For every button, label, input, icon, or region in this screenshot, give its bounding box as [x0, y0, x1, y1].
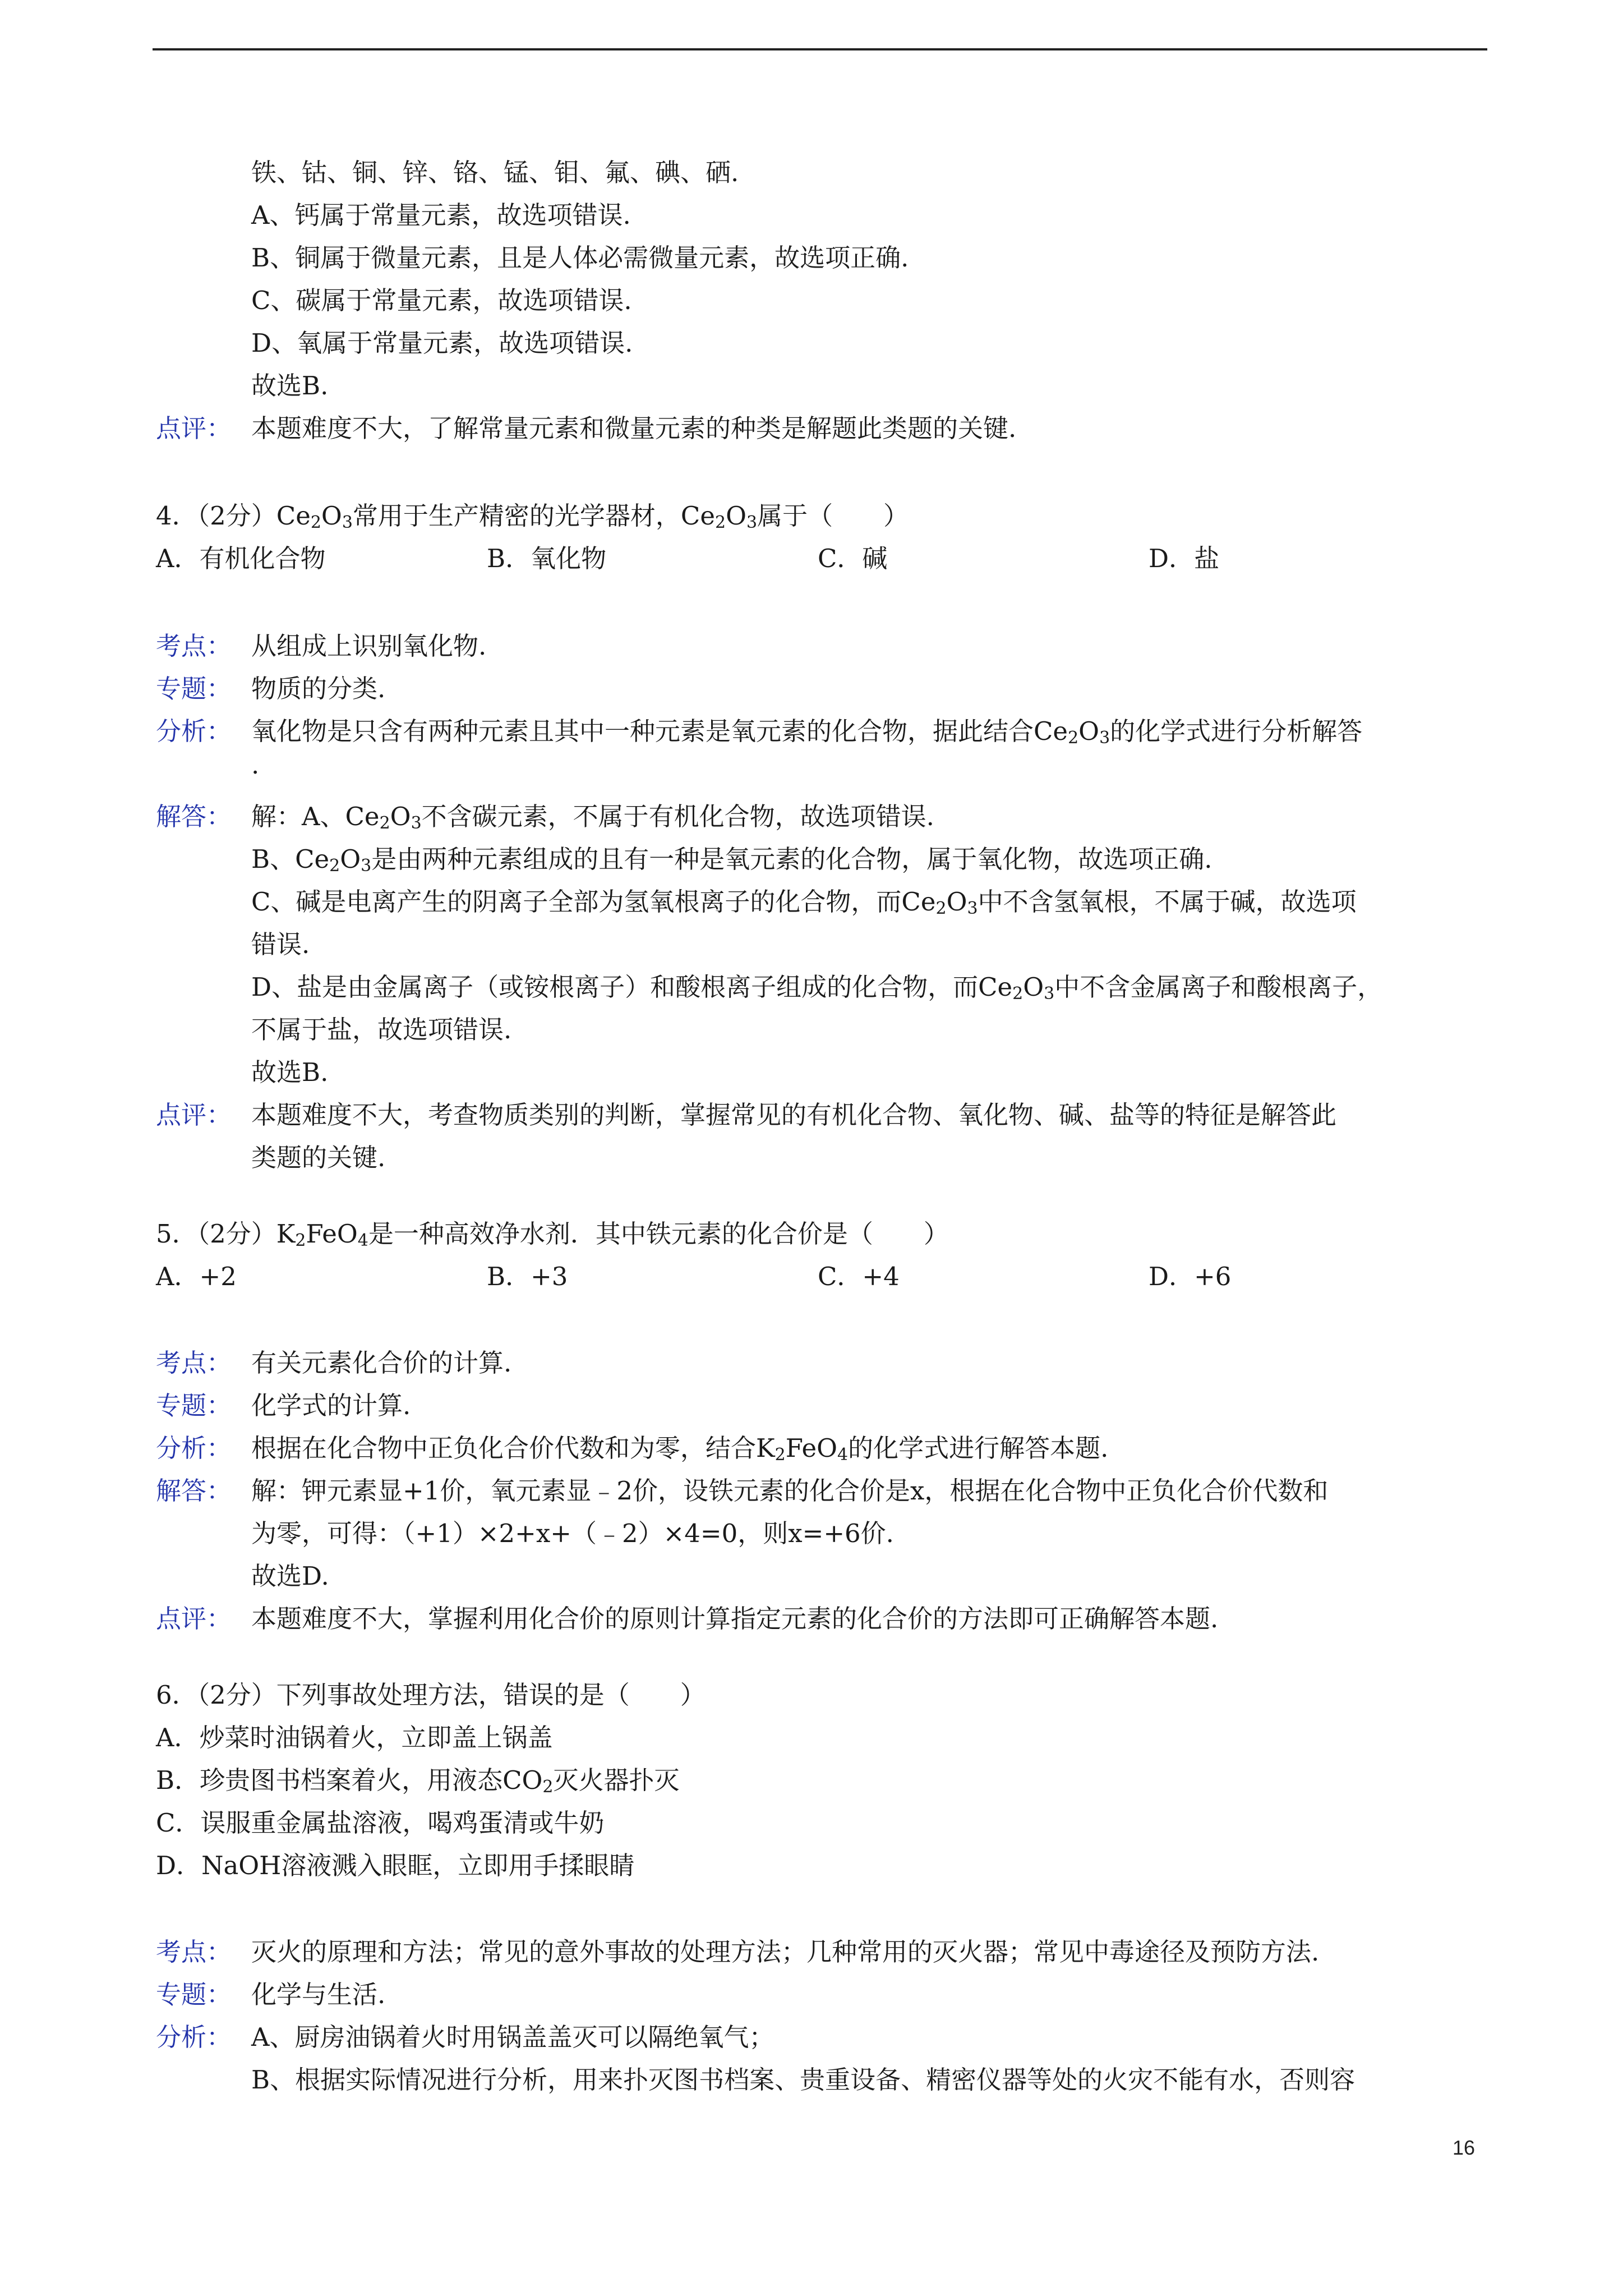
fenxi-text: . — [251, 750, 260, 780]
jieda-text: 不属于盐，故选项错误. — [251, 1015, 512, 1045]
page-number: 16 — [1453, 2136, 1476, 2159]
kaodian-text: 灭火的原理和方法；常见的意外事故的处理方法；几种常用的灭火器；常见中毒途径及预防方法. — [251, 1937, 1320, 1967]
fenxi-label: 分析： — [156, 2022, 232, 2052]
text-line: C、碳属于常量元素，故选项错误. — [251, 286, 632, 315]
option-b: B．氧化物 — [487, 544, 607, 573]
comment-label: 点评： — [156, 413, 232, 443]
option-a: A．炒菜时油锅着火，立即盖上锅盖 — [156, 1723, 553, 1752]
zhuanti-label: 专题： — [156, 1391, 232, 1420]
zhuanti-text: 化学式的计算. — [251, 1391, 411, 1420]
option-d: D．NaOH溶液溅入眼眶，立即用手揉眼睛 — [156, 1851, 635, 1880]
text-line: 铁、钴、铜、锌、铬、锰、钼、氟、碘、硒. — [251, 158, 739, 187]
option-b: B．珍贵图书档案着火，用液态$CO_2$灭火器扑灭 — [156, 1765, 680, 1797]
fenxi-label: 分析： — [156, 716, 232, 746]
question-stem: 4．（2分）$Ce_2O_3$常用于生产精密的光学器材，$Ce_2O_3$属于（ ） — [156, 501, 909, 532]
kaodian-text: 有关元素化合价的计算. — [251, 1348, 512, 1378]
option-b: B．+3 — [487, 1262, 568, 1291]
option-a: A．+2 — [156, 1262, 237, 1291]
jieda-text: D、盐是由金属离子（或铵根离子）和酸根离子组成的化合物，而$Ce_2O_3$中不含金属离子和酸根离子， — [251, 972, 1383, 1004]
jieda-text: 为零，可得：（+1）×2+x+（﹣2）×4=0，则x=+6价. — [251, 1519, 894, 1548]
zhuanti-label: 专题： — [156, 1980, 232, 2009]
option-d: D．+6 — [1149, 1262, 1232, 1291]
text-line: D、氧属于常量元素，故选项错误. — [251, 328, 633, 358]
option-c: C．误服重金属盐溶液，喝鸡蛋清或牛奶 — [156, 1808, 605, 1838]
jieda-text: B、$Ce_2O_3$是由两种元素组成的且有一种是氧元素的化合物，属于氧化物，故选项正确. — [251, 844, 1212, 876]
jieda-label: 解答： — [156, 802, 232, 831]
fenxi-text: 氧化物是只含有两种元素且其中一种元素是氧元素的化合物，据此结合$Ce_2O_3$的化学式进行分析解答 — [251, 716, 1363, 748]
option-c: C．+4 — [818, 1262, 900, 1291]
dianping-label: 点评： — [156, 1604, 232, 1634]
fenxi-text: 根据在化合物中正负化合价代数和为零，结合$K_2FeO_4$的化学式进行解答本题. — [251, 1433, 1109, 1465]
option-a: A．有机化合物 — [156, 544, 326, 573]
jieda-label: 解答： — [156, 1476, 232, 1506]
kaodian-label: 考点： — [156, 1937, 232, 1967]
dianping-text: 本题难度不大，考查物质类别的判断，掌握常见的有机化合物、氧化物、碱、盐等的特征是解答此 — [251, 1100, 1337, 1130]
header-rule — [153, 48, 1487, 50]
fenxi-label: 分析： — [156, 1433, 232, 1463]
kaodian-text: 从组成上识别氧化物. — [251, 631, 487, 661]
option-c: C．碱 — [818, 544, 888, 573]
fenxi-text: B、根据实际情况进行分析，用来扑灭图书档案、贵重设备、精密仪器等处的火灾不能有水，否则容 — [251, 2065, 1355, 2095]
text-line: A、钙属于常量元素，故选项错误. — [251, 200, 631, 230]
jieda-text: 错误. — [251, 930, 310, 959]
zhuanti-text: 物质的分类. — [251, 674, 386, 703]
fenxi-text: A、厨房油锅着火时用锅盖盖灭可以隔绝氧气； — [251, 2022, 774, 2052]
question-stem: 6．（2分）下列事故处理方法，错误的是（ ） — [156, 1680, 706, 1710]
jieda-text: C、碱是电离产生的阴离子全部为氢氧根离子的化合物，而$Ce_2O_3$中不含氢氧根，不属于碱，故选项 — [251, 887, 1357, 918]
text-line: 故选B. — [251, 371, 329, 401]
option-d: D．盐 — [1149, 544, 1220, 573]
kaodian-label: 考点： — [156, 1348, 232, 1378]
comment-text: 本题难度不大，了解常量元素和微量元素的种类是解题此类题的关键. — [251, 413, 1017, 443]
question-stem: 5．（2分）$K_2FeO_4$是一种高效净水剂．其中铁元素的化合价是（ ） — [156, 1219, 949, 1250]
dianping-text: 类题的关键. — [251, 1143, 386, 1172]
kaodian-label: 考点： — [156, 631, 232, 661]
zhuanti-label: 专题： — [156, 674, 232, 703]
dianping-text: 本题难度不大，掌握利用化合价的原则计算指定元素的化合价的方法即可正确解答本题. — [251, 1604, 1219, 1634]
zhuanti-text: 化学与生活. — [251, 1980, 386, 2009]
jieda-text: 解：A、$Ce_2O_3$不含碳元素，不属于有机化合物，故选项错误. — [251, 802, 934, 833]
jieda-text: 解：钾元素显+1价，氧元素显﹣2价，设铁元素的化合价是x，根据在化合物中正负化合价代数和 — [251, 1476, 1329, 1506]
text-line: B、铜属于微量元素，且是人体必需微量元素，故选项正确. — [251, 243, 909, 273]
dianping-label: 点评： — [156, 1100, 232, 1130]
jieda-text: 故选B. — [251, 1057, 329, 1087]
jieda-text: 故选D. — [251, 1561, 329, 1591]
